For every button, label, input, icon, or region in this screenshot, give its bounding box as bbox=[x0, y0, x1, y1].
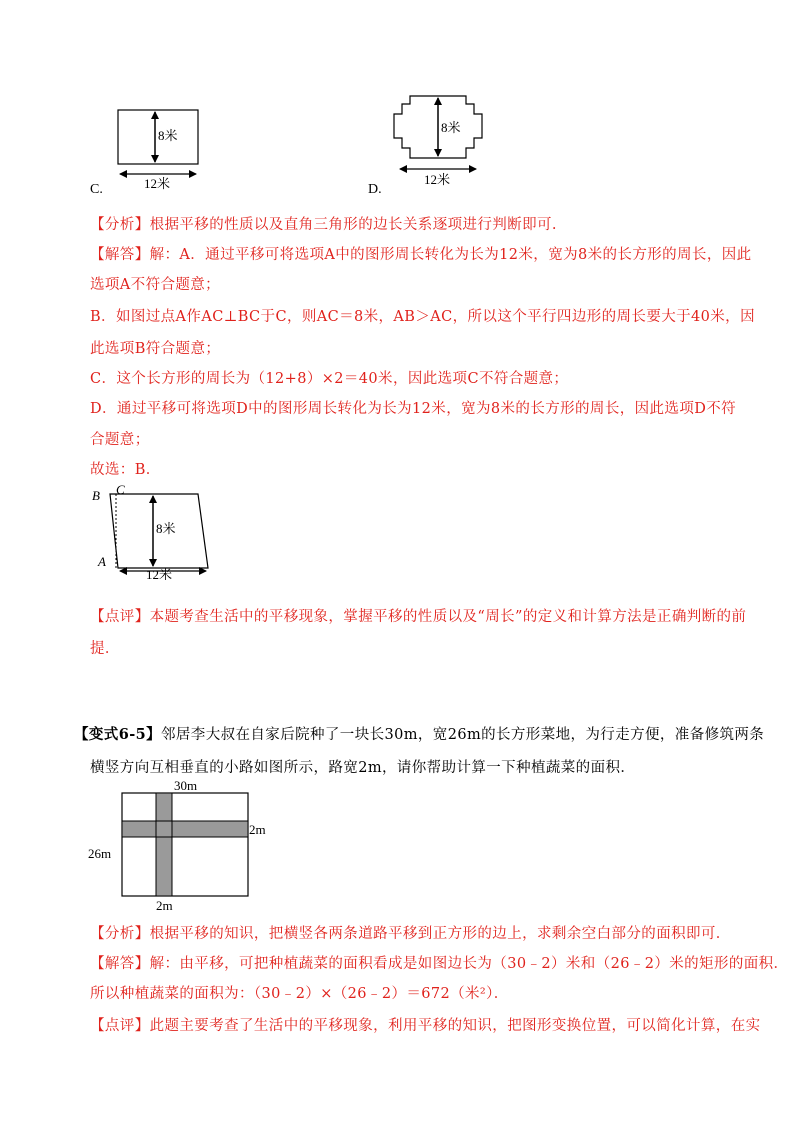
height-label: 8米 bbox=[156, 521, 176, 536]
solution-1-line-8: 故选：B． bbox=[90, 462, 161, 478]
point-a-label: A bbox=[98, 554, 106, 569]
height-label: 8米 bbox=[158, 128, 178, 143]
solution-1-line-5: C．这个长方形的周长为（12+8）×2＝40米，因此选项C不符合题意； bbox=[90, 371, 569, 387]
problem-tag: 【变式6-5】 bbox=[74, 726, 161, 743]
road-width-label-right: 2m bbox=[249, 822, 266, 837]
solution-2-line-1: 【解答】解：由平移，可把种植蔬菜的面积看成是如图边长为（30﹣2）米和（26﹣2）米的矩形的面积． bbox=[90, 956, 789, 972]
point-b-label: B bbox=[92, 488, 100, 503]
parallelogram-diagram bbox=[86, 480, 226, 580]
solution-1-line-2: 选项A不符合题意； bbox=[90, 277, 221, 293]
width-label: 26m bbox=[88, 846, 112, 861]
solution-1-line-1: 【解答】解：A．通过平移可将选项A中的图形周长转化为长为12米，宽为8米的长方形的周长，因此 bbox=[90, 247, 752, 263]
solution-tag: 【解答】 bbox=[90, 956, 150, 972]
comment-1-line-2: 提． bbox=[90, 641, 120, 657]
stepped-shape-diagram bbox=[366, 86, 506, 200]
problem-line-2: 横竖方向互相垂直的小路如图所示，路宽2m，请你帮助计算一下种植蔬菜的面积． bbox=[90, 760, 636, 776]
width-label: 12米 bbox=[144, 176, 171, 191]
width-label: 12米 bbox=[146, 567, 173, 580]
problem-line-1: 【变式6-5】邻居李大叔在自家后院种了一块长30m，宽26m的长方形菜地，为行走方便，准备修筑两条 bbox=[74, 726, 765, 743]
solution-2-line-2: 所以种植蔬菜的面积为：（30﹣2）×（26﹣2）＝672（米²）． bbox=[90, 986, 509, 1002]
analysis-tag: 【分析】 bbox=[90, 217, 150, 233]
width-label: 12米 bbox=[424, 172, 451, 187]
height-label: 8米 bbox=[441, 120, 461, 135]
figure-d bbox=[366, 86, 506, 200]
point-c-label: C bbox=[116, 482, 125, 497]
comment-1-line-1: 【点评】本题考查生活中的平移现象，掌握平移的性质以及“周长”的定义和计算方法是正确判断的前 bbox=[90, 609, 747, 625]
solution-1-line-6: D．通过平移可将选项D中的图形周长转化为长为12米，宽为8米的长方形的周长，因此选项D不符 bbox=[90, 401, 737, 417]
solution-tag: 【解答】 bbox=[90, 247, 150, 263]
length-label: 30m bbox=[174, 778, 198, 793]
analysis-1: 【分析】根据平移的性质以及直角三角形的边长关系逐项进行判断即可. bbox=[90, 217, 557, 233]
comment-tag: 【点评】 bbox=[90, 609, 150, 625]
solution-1-line-7: 合题意； bbox=[90, 432, 150, 448]
solution-1-line-3: B．如图过点A作AC⊥BC于C，则AC＝8米，AB＞AC，所以这个平行四边形的周长要大于40米，因 bbox=[90, 309, 755, 325]
road-width-label-bottom: 2m bbox=[156, 898, 173, 913]
solution-1-line-4: 此选项B符合题意； bbox=[90, 341, 221, 357]
option-c-label: C. bbox=[90, 182, 103, 197]
figure-c bbox=[86, 100, 226, 200]
analysis-2: 【分析】根据平移的知识，把横竖各两条道路平移到正方形的边上，求剩余空白部分的面积即可． bbox=[90, 926, 731, 942]
comment-2: 【点评】此题主要考查了生活中的平移现象，利用平移的知识，把图形变换位置，可以简化计算，在实 bbox=[90, 1018, 761, 1034]
comment-tag: 【点评】 bbox=[90, 1018, 150, 1034]
analysis-tag: 【分析】 bbox=[90, 926, 150, 942]
garden-diagram bbox=[86, 778, 276, 914]
rectangle-diagram bbox=[86, 100, 226, 200]
option-d-label: D. bbox=[368, 182, 382, 197]
